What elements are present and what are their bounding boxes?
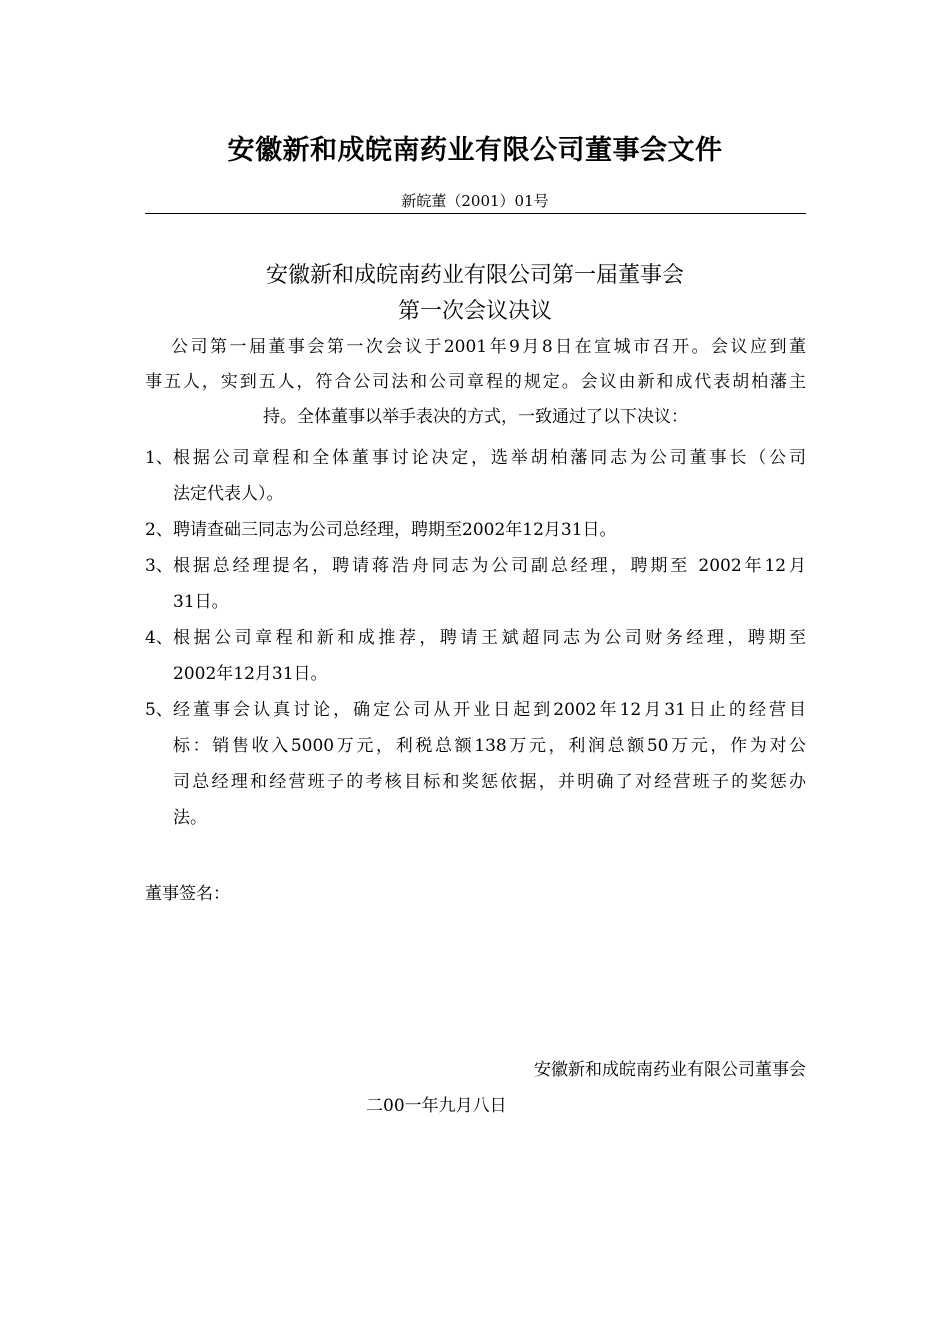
issuer-name: 安徽新和成皖南药业有限公司董事会 xyxy=(534,1060,806,1080)
item-text-line: 聘请查础三同志为公司总经理，聘期至2002年12月31日。 xyxy=(173,520,617,540)
item-number: 1、 xyxy=(145,448,173,468)
intro-line: 公司第一届董事会第一次会议于2001年9月8日在宣城市召开。会议应到董 xyxy=(171,337,806,357)
intro-line: 事五人，实到五人，符合公司法和公司章程的规定。会议由新和成代表胡柏藩主 xyxy=(145,372,806,392)
item-number: 2、 xyxy=(145,520,173,540)
director-signature-label: 董事签名： xyxy=(145,884,230,904)
header-divider xyxy=(145,213,806,214)
item-number: 3、 xyxy=(145,556,173,576)
item-number: 4、 xyxy=(145,628,173,648)
item-text-line: 标：销售收入5000万元，利税总额138万元，利润总额50万元，作为对公 xyxy=(173,736,806,756)
item-text-line: 司总经理和经营班子的考核目标和奖惩依据，并明确了对经营班子的奖惩办 xyxy=(173,772,806,792)
item-text-line: 31日。 xyxy=(173,592,229,612)
resolution-item-1 xyxy=(145,440,806,512)
intro-paragraph xyxy=(145,330,806,435)
resolution-item-4 xyxy=(145,620,806,692)
item-text-line: 根据总经理提名，聘请蒋浩舟同志为公司副总经理，聘期至 2002年12月 xyxy=(173,556,806,576)
intro-line: 持。全体董事以举手表决的方式，一致通过了以下决议： xyxy=(263,407,688,427)
issue-date: 二00一年九月八日 xyxy=(366,1096,507,1116)
resolution-item-2 xyxy=(145,512,806,548)
item-text-line: 根据公司章程和全体董事讨论决定，选举胡柏藩同志为公司董事长（公司 xyxy=(173,448,806,468)
item-text-line: 法。 xyxy=(173,808,207,828)
resolution-title-line-2: 第一次会议决议 xyxy=(397,299,552,324)
resolution-items-list xyxy=(145,440,806,836)
item-number: 5、 xyxy=(145,700,173,720)
resolution-title-line-1: 安徽新和成皖南药业有限公司第一届董事会 xyxy=(265,263,684,288)
resolution-item-3 xyxy=(145,548,806,620)
resolution-item-5 xyxy=(145,692,806,836)
document-number: 新皖董（2001）01号 xyxy=(401,192,549,210)
item-text-line: 2002年12月31日。 xyxy=(173,664,328,684)
item-text-line: 法定代表人）。 xyxy=(173,484,284,504)
item-text-line: 经董事会认真讨论，确定公司从开业日起到2002年12月31日止的经营目 xyxy=(173,700,806,720)
item-text-line: 根据公司章程和新和成推荐，聘请王斌超同志为公司财务经理，聘期至 xyxy=(173,628,806,648)
document-title: 安徽新和成皖南药业有限公司董事会文件 xyxy=(227,135,723,166)
